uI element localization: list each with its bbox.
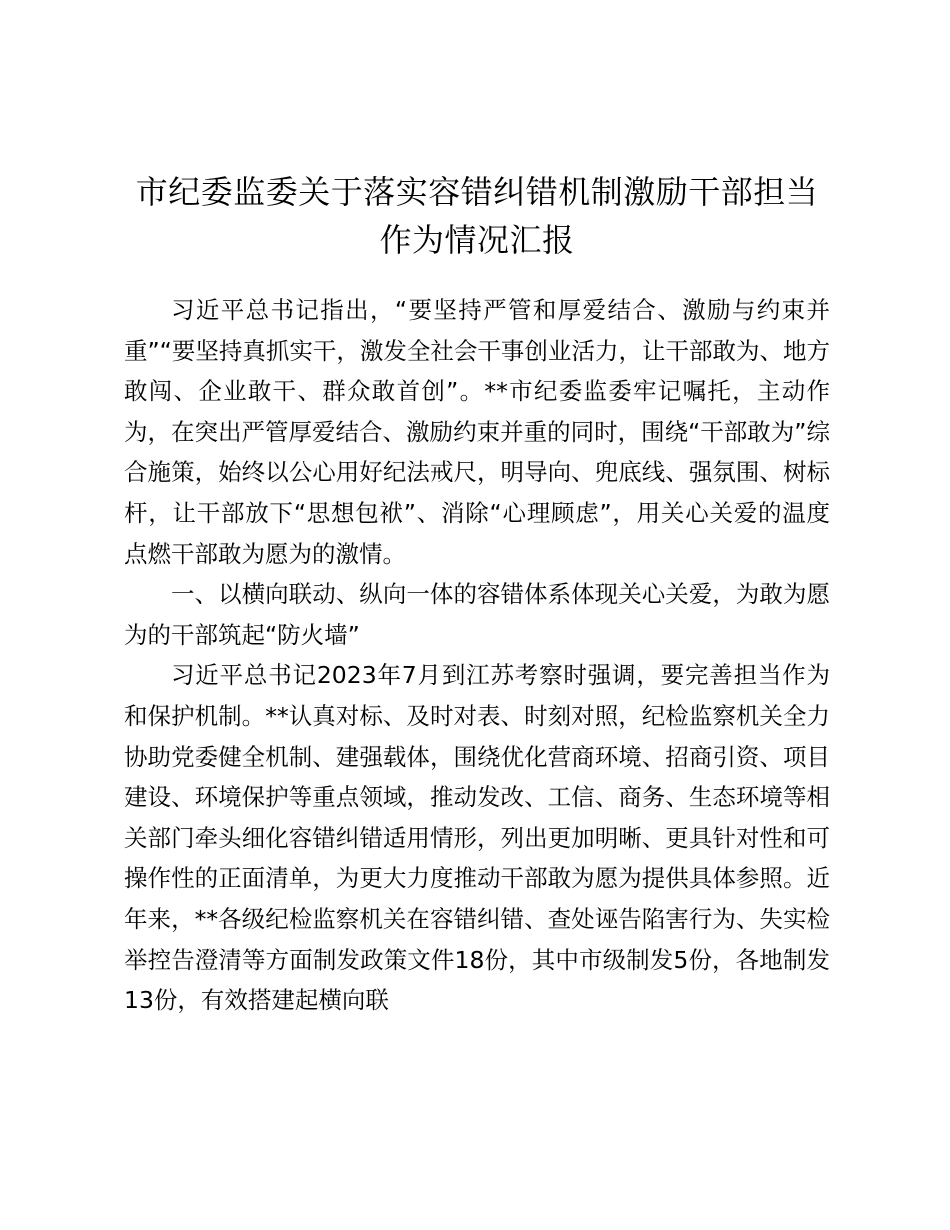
section-heading-one: 一、以横向联动、纵向一体的容错体系体现关心关爱，为敢为愿为的干部筑起“防火墙” — [124, 580, 830, 649]
body-paragraph-intro: 习近平总书记指出，“要坚持严管和厚爱结合、激励与约束并重”“要坚持真抓实干，激发全社会干事创业活力，让干部敢为、地方敢闯、企业敢干、群众敢首创”。**市纪委监委牢记嘱托，主动作为，在突出严管厚爱结合、激励约束并重的同时，围绕“干部敢为”综合施策，始终以公心用好纪法戒尺，明导向、兜底线、强氛围、树标杆，让干部放下“思想包袱”、消除“心理顾虑”，用关心关爱的温度点燃干部敢为愿为的激情。 — [124, 296, 830, 568]
document-title: 市纪委监委关于落实容错纠错机制激励干部担当作为情况汇报 — [135, 173, 819, 259]
document-page — [124, 168, 830, 1021]
body-paragraph-section-one: 习近平总书记2023年7月到江苏考察时强调，要完善担当作为和保护机制。**认真对标、及时对表、时刻对照，纪检监察机关全力协助党委健全机制、建强载体，围绕优化营商环境、招商引资、项目建设、环境保护等重点领域，推动发改、工信、商务、生态环境等相关部门牵头细化容错纠错适用情形，列出更加明晰、更具针对性和可操作性的正面清单，为更大力度推动干部敢为愿为提供具体参照。近年来，**各级纪检监察机关在容错纠错、查处诬告陷害行为、失实检举控告澄清等方面制发政策文件18份，其中市级制发5份，各地制发13份，有效搭建起横向联 — [124, 661, 830, 1015]
